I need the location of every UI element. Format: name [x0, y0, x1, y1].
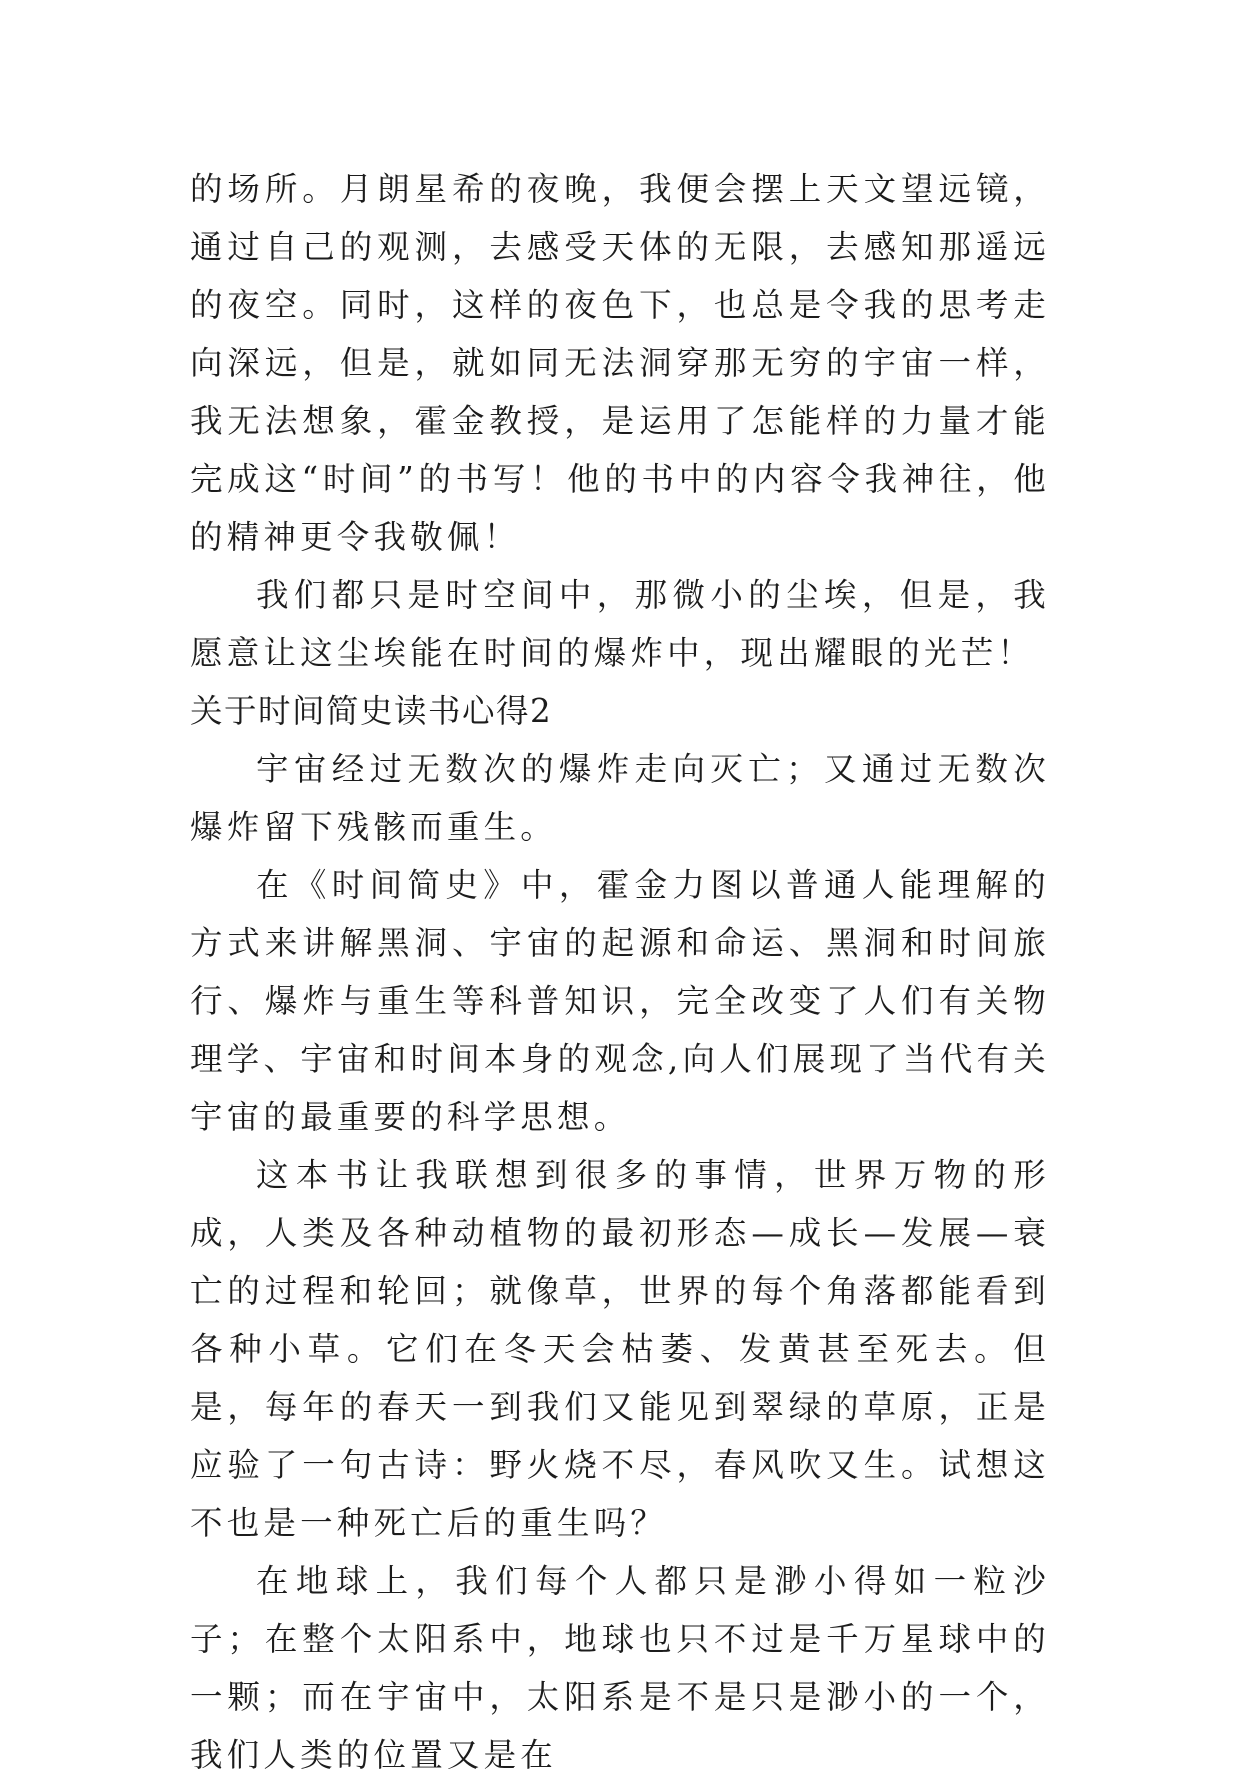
section-paragraph-2: 在《时间简史》中，霍金力图以普通人能理解的方式来讲解黑洞、宇宙的起源和命运、黑洞和时间旅行、爆炸与重生等科普知识，完全改变了人们有关物理学、宇宙和时间本身的观念,向人们展现了当代有关宇宙的最重要的科学思想。 [190, 866, 1050, 1136]
section-paragraph-4: 在地球上，我们每个人都只是渺小得如一粒沙子；在整个太阳系中，地球也只不过是千万星球中的一颗；而在宇宙中，太阳系是不是只是渺小的一个，我们人类的位置又是在 [190, 1562, 1050, 1774]
section-paragraph-1: 宇宙经过无数次的爆炸走向灭亡；又通过无数次爆炸留下残骸而重生。 [190, 750, 1050, 846]
document-body [190, 160, 1050, 1784]
body-paragraph: 我们都只是时空间中，那微小的尘埃，但是，我愿意让这尘埃能在时间的爆炸中，现出耀眼的光芒！ [190, 576, 1050, 672]
section-heading: 关于时间简史读书心得2 [190, 692, 553, 730]
body-paragraph-continued: 的场所。月朗星希的夜晚，我便会摆上天文望远镜，通过自己的观测，去感受天体的无限，去感知那遥远的夜空。同时，这样的夜色下，也总是令我的思考走向深远，但是，就如同无法洞穿那无穷的宇宙一样，我无法想象，霍金教授，是运用了怎能样的力量才能完成这“时间”的书写！他的书中的内容令我神往，他的精神更令我敬佩！ [190, 170, 1050, 556]
section-paragraph-3: 这本书让我联想到很多的事情，世界万物的形成，人类及各种动植物的最初形态—成长—发展—衰亡的过程和轮回；就像草，世界的每个角落都能看到各种小草。它们在冬天会枯萎、发黄甚至死去。但是，每年的春天一到我们又能见到翠绿的草原，正是应验了一句古诗：野火烧不尽，春风吹又生。试想这不也是一种死亡后的重生吗？ [190, 1156, 1050, 1542]
